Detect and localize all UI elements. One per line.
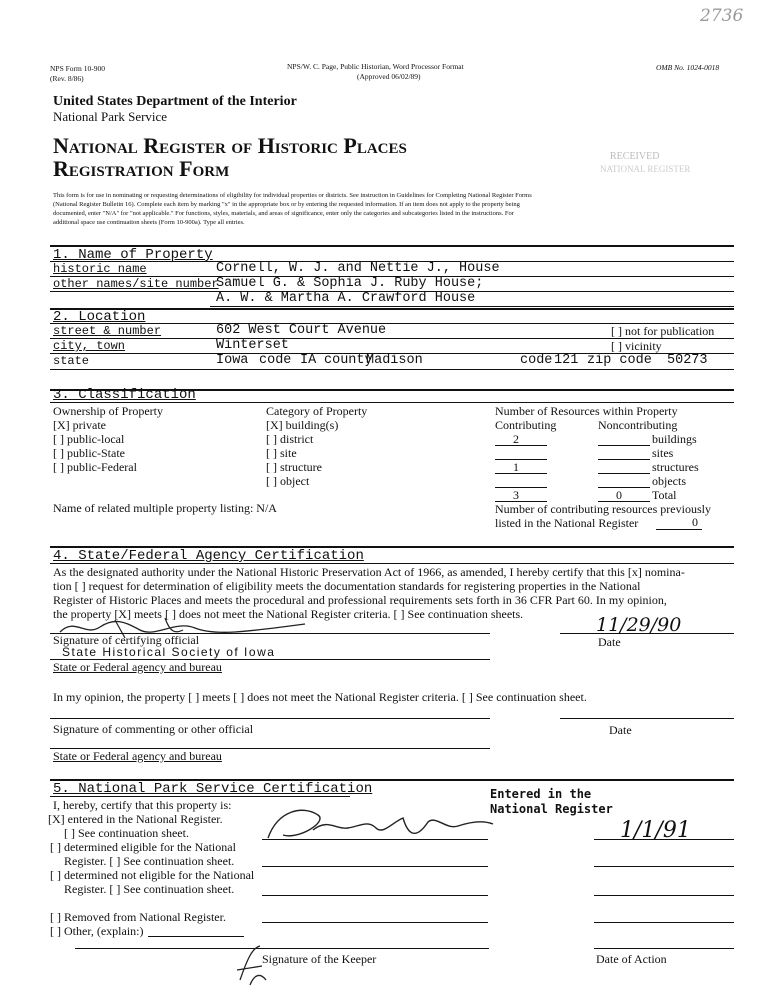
category-heading: Category of Property [266, 404, 368, 418]
received-stamp-line1: RECEIVED [610, 151, 660, 162]
ownership-private[interactable]: [X] private [53, 418, 106, 432]
county-label: county [324, 353, 373, 368]
noncontributing-heading: Noncontributing [598, 418, 678, 432]
city-value[interactable]: Winterset [216, 338, 289, 353]
entered-in-register-checkbox[interactable]: [X] entered in the National Register. [48, 812, 223, 826]
agency-label-2: State or Federal agency and bureau [53, 749, 222, 763]
cert-paragraph-line4: the property [X] meets [ ] does not meet the National Register criteria. [ ] See continuation sheets. [53, 607, 524, 621]
form-revision: (Rev. 8/86) [50, 74, 84, 83]
multiple-property-listing: Name of related multiple property listing: N/A [53, 501, 277, 515]
entered-stamp-line2: National Register [490, 802, 613, 816]
certification-date[interactable]: 11/29/90 [596, 614, 682, 636]
section4-heading: 4. State/Federal Agency Certification [53, 548, 364, 564]
cert-paragraph-line1: As the designated authority under the National Historic Preservation Act of 1966, as amended, I hereby certify that this [x] nomina- [53, 565, 685, 579]
category-site[interactable]: [ ] site [266, 446, 297, 460]
previously-listed-line1: Number of contributing resources previously [495, 502, 711, 516]
entered-continuation-checkbox[interactable]: [ ] See continuation sheet. [64, 826, 189, 840]
state-label: state [53, 354, 90, 368]
category-district[interactable]: [ ] district [266, 432, 314, 446]
commenting-official-label: Signature of commenting or other official [53, 722, 254, 736]
section5-heading: 5. National Park Service Certification [53, 781, 373, 797]
resource-label-0: buildings [652, 432, 697, 446]
not-eligible-continuation-checkbox[interactable]: Register. [ ] See continuation sheet. [64, 882, 235, 896]
service-title: National Park Service [53, 109, 168, 124]
instructions-line4: additional space use continuation sheets (Form 10-900a). Type all entries. [53, 219, 245, 226]
not-for-publication-checkbox[interactable]: [ ] not for publication [611, 324, 715, 338]
contributing-count-2[interactable]: 1 [513, 460, 519, 474]
state-code-value[interactable]: IA [300, 353, 317, 368]
removed-checkbox[interactable]: [ ] Removed from National Register. [50, 910, 226, 924]
form-title-line1: National Register of Historic Places [53, 133, 407, 158]
category-buildings[interactable]: [X] building(s) [266, 418, 339, 432]
zip-value[interactable]: 50273 [667, 353, 708, 368]
instructions-line3: documented, enter "N/A" for "not applicable." For functions, styles, materials, and areas of significance, enter only the categories and subcategories listed in the instructions. For [53, 210, 514, 217]
section2-rule [50, 308, 734, 310]
county-code-label: code [520, 353, 553, 368]
ownership-heading: Ownership of Property [53, 404, 163, 418]
agency-value[interactable]: State Historical Society of Iowa [62, 645, 276, 659]
certifying-official-label: Signature of certifying official [53, 633, 200, 647]
street-value[interactable]: 602 West Court Avenue [216, 323, 387, 338]
contributing-count-4[interactable]: 3 [513, 488, 519, 502]
category-object[interactable]: [ ] object [266, 474, 310, 488]
opinion-statement: In my opinion, the property [ ] meets [ ] does not meet the National Register criteria. [ ] See continuation sheet. [53, 690, 587, 704]
ownership-public-federal[interactable]: [ ] public-Federal [53, 460, 137, 474]
previously-listed-value[interactable]: 0 [692, 515, 698, 529]
date-label-2: Date [609, 723, 632, 737]
vicinity-checkbox[interactable]: [ ] vicinity [611, 339, 662, 353]
previously-listed-line2: listed in the National Register [495, 516, 639, 530]
omb-number: OMB No. 1024-0018 [656, 63, 720, 72]
approval-note: (Approved 06/02/89) [357, 72, 421, 81]
category-structure[interactable]: [ ] structure [266, 460, 322, 474]
keeper-signature [258, 800, 498, 850]
eligible-continuation-checkbox[interactable]: Register. [ ] See continuation sheet. [64, 854, 235, 868]
keeper-date[interactable]: 1/1/91 [620, 818, 691, 843]
resource-label-1: sites [652, 446, 674, 460]
keeper-signature-label: Signature of the Keeper [262, 952, 377, 966]
form-title-line2: Registration Form [53, 156, 230, 181]
noncontributing-count-4[interactable]: 0 [616, 488, 622, 502]
format-note: NPS/W. C. Page, Public Historian, Word Processor Format [287, 62, 464, 71]
state-value[interactable]: Iowa [216, 353, 249, 368]
resource-label-2: structures [652, 460, 699, 474]
other-names-label: other names/site number [53, 277, 219, 291]
other-names-value1[interactable]: Samuel G. & Sophia J. Ruby House; [216, 276, 484, 291]
not-eligible-checkbox[interactable]: [ ] determined not eligible for the National [50, 868, 255, 882]
received-stamp-line2: NATIONAL REGISTER [600, 164, 691, 174]
historic-name-label: historic name [53, 262, 147, 276]
historic-name-value[interactable]: Cornell, W. J. and Nettie J., House [216, 261, 500, 276]
ownership-public-state[interactable]: [ ] public-State [53, 446, 125, 460]
instructions-line1: This form is for use in nominating or requesting determinations of eligibility for individual properties or districts. See instruction in Guidelines for Completing National Register Forms [53, 192, 532, 199]
section3-heading: 3. Classification [53, 387, 196, 403]
resource-label-4: Total [652, 488, 677, 502]
county-code-value[interactable]: 121 [554, 353, 579, 368]
county-value[interactable]: Madison [366, 353, 423, 368]
contributing-heading: Contributing [495, 418, 557, 432]
cert-paragraph-line3: Register of Historic Places and meets the procedural and professional requirements sets forth in 36 CFR Part 60. In my opinion, [53, 593, 667, 607]
contributing-count-0[interactable]: 2 [513, 432, 519, 446]
instructions-line2: (National Register Bulletin 16). Complete each item by marking "x" in the appropriate box or by entering the requested information. If an item does not apply to the property being [53, 201, 520, 208]
other-checkbox[interactable]: [ ] Other, (explain:) [50, 924, 144, 938]
department-title: United States Department of the Interior [53, 94, 297, 109]
corner-handwritten-mark: 2736 [700, 6, 744, 26]
date-label: Date [598, 635, 621, 649]
date-of-action-label: Date of Action [596, 952, 667, 966]
section1-heading: 1. Name of Property [53, 247, 213, 263]
entered-stamp-line1: Entered in the [490, 787, 592, 801]
cert-paragraph-line2: tion [ ] request for determination of eligibility meets the documentation standards for registering properties in the National [53, 579, 641, 593]
ownership-public-local[interactable]: [ ] public-local [53, 432, 125, 446]
keeper-certify-intro: I, hereby, certify that this property is: [53, 798, 232, 812]
resources-heading: Number of Resources within Property [495, 404, 678, 418]
form-number: NPS Form 10-900 [50, 64, 106, 73]
other-names-value2[interactable]: A. W. & Martha A. Crawford House [216, 291, 476, 306]
zip-label: zip code [587, 353, 652, 368]
section2-heading: 2. Location [53, 309, 146, 325]
agency-label: State or Federal agency and bureau [53, 660, 222, 674]
state-code-label: code [259, 353, 292, 368]
city-label: city, town [53, 339, 126, 353]
resource-label-3: objects [652, 474, 686, 488]
determined-eligible-checkbox[interactable]: [ ] determined eligible for the National [50, 840, 236, 854]
street-label: street & number [53, 324, 162, 338]
